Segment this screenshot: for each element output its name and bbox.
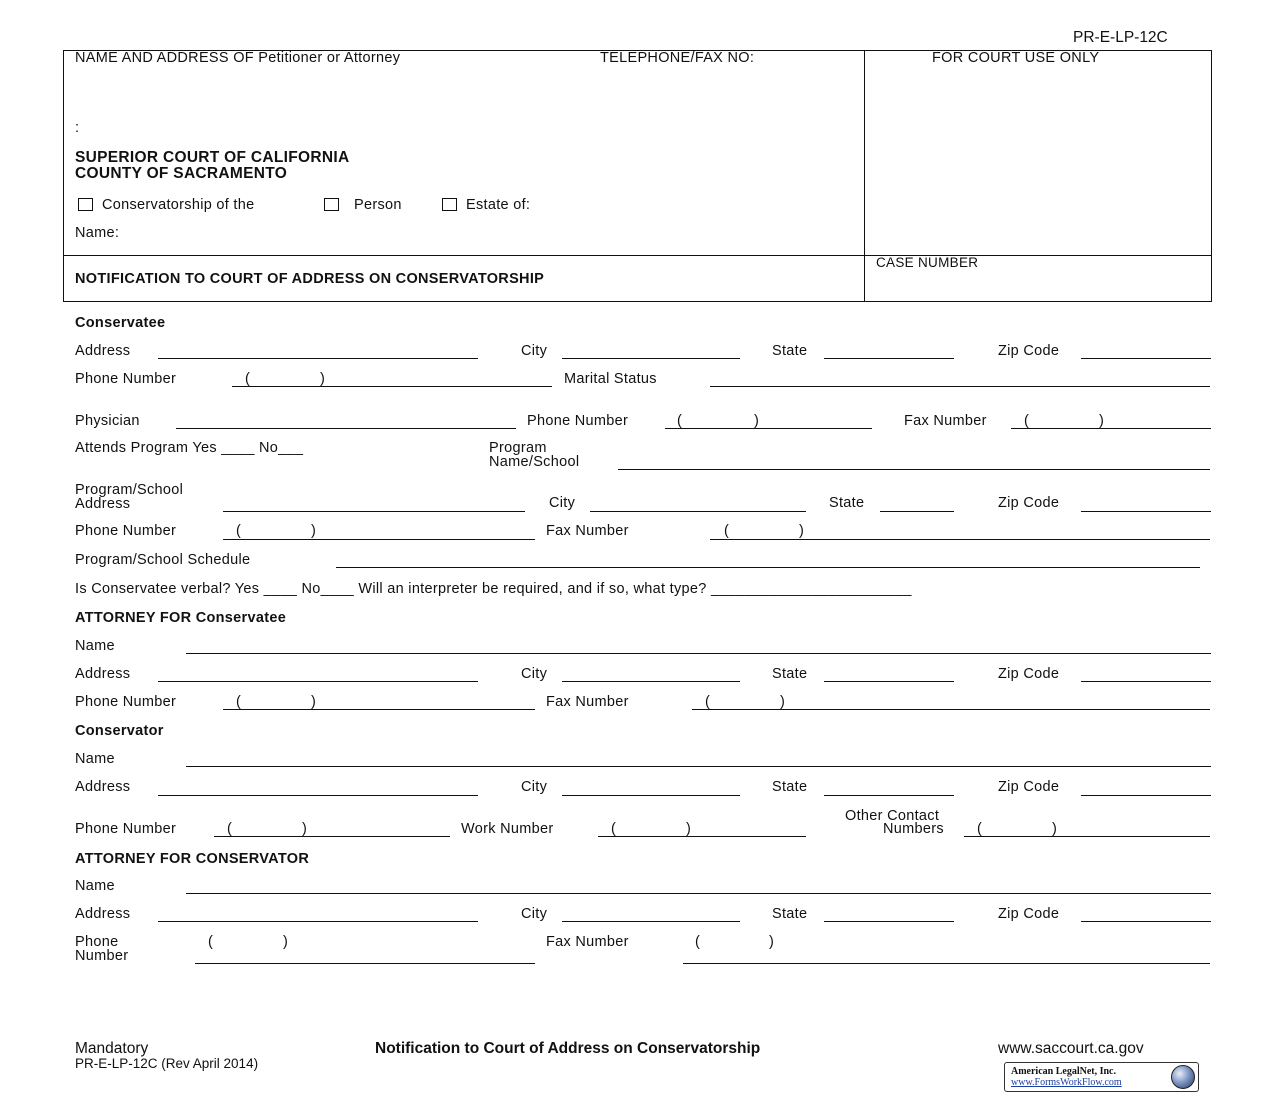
conservator-phone-label: Phone Number bbox=[75, 821, 177, 837]
conservatee-zip-label: Zip Code bbox=[998, 343, 1060, 359]
paren-close: ) bbox=[320, 371, 325, 387]
attorney-conservator-fax-field[interactable] bbox=[683, 963, 1210, 964]
attorney-conservatee-state-label: State bbox=[772, 666, 808, 682]
attorney-conservatee-name-label: Name bbox=[75, 638, 115, 654]
program-address-label-line1: Program/School bbox=[75, 482, 184, 498]
footer-website[interactable]: www.saccourt.ca.gov bbox=[998, 1040, 1144, 1057]
logo-company-name: American LegalNet, Inc. bbox=[1011, 1066, 1116, 1077]
telephone-fax-label: TELEPHONE/FAX NO: bbox=[600, 50, 755, 66]
program-name-field[interactable] bbox=[618, 469, 1210, 470]
conservator-city-label: City bbox=[521, 779, 548, 795]
attorney-conservator-phone-label-line2: Number bbox=[75, 948, 129, 964]
attorney-conservatee-phone-field[interactable] bbox=[223, 709, 535, 710]
conservator-state-label: State bbox=[772, 779, 808, 795]
attorney-conservator-state-label: State bbox=[772, 906, 808, 922]
conservatee-address-field[interactable] bbox=[158, 358, 478, 359]
physician-phone-label: Phone Number bbox=[527, 413, 629, 429]
attorney-conservator-heading: ATTORNEY FOR CONSERVATOR bbox=[75, 851, 310, 867]
person-checkbox[interactable] bbox=[324, 198, 339, 211]
american-legalnet-logo[interactable] bbox=[1004, 1062, 1199, 1092]
program-schedule-label: Program/School Schedule bbox=[75, 552, 251, 568]
person-label: Person bbox=[354, 197, 402, 213]
conservator-work-label: Work Number bbox=[461, 821, 554, 837]
program-zip-field[interactable] bbox=[1081, 511, 1211, 512]
program-city-field[interactable] bbox=[590, 511, 806, 512]
physician-field[interactable] bbox=[176, 428, 516, 429]
conservator-phone-field[interactable] bbox=[214, 836, 450, 837]
paren-close: ) bbox=[769, 934, 774, 950]
program-name-label-line2: Name/School bbox=[489, 454, 580, 470]
estate-label: Estate of: bbox=[466, 197, 531, 213]
conservator-state-field[interactable] bbox=[824, 795, 954, 796]
paren-close: ) bbox=[283, 934, 288, 950]
form-code: PR-E-LP-12C bbox=[1073, 29, 1168, 46]
attorney-conservatee-city-field[interactable] bbox=[562, 681, 740, 682]
case-number-label[interactable]: CASE NUMBER bbox=[876, 255, 979, 270]
paren-close: ) bbox=[780, 694, 785, 710]
form-title: NOTIFICATION TO COURT OF ADDRESS ON CONSERVATORSHIP bbox=[75, 271, 545, 287]
attorney-conservatee-name-field[interactable] bbox=[186, 653, 1211, 654]
physician-phone-field[interactable] bbox=[665, 428, 872, 429]
attorney-conservator-phone-label-line1: Phone bbox=[75, 934, 119, 950]
conservatorship-label: Conservatorship of the bbox=[102, 197, 255, 213]
conservatee-phone-label: Phone Number bbox=[75, 371, 177, 387]
attorney-conservatee-phone-label: Phone Number bbox=[75, 694, 177, 710]
conservator-address-label: Address bbox=[75, 779, 131, 795]
paren-open: ( bbox=[705, 694, 710, 710]
conservator-zip-label: Zip Code bbox=[998, 779, 1060, 795]
footer-revision: PR-E-LP-12C (Rev April 2014) bbox=[75, 1056, 259, 1071]
header-colon: : bbox=[75, 120, 80, 136]
paren-close: ) bbox=[799, 523, 804, 539]
paren-open: ( bbox=[1024, 413, 1029, 429]
header-divider-horizontal bbox=[63, 255, 1212, 256]
program-address-label-line2: Address bbox=[75, 496, 131, 512]
conservatee-city-label: City bbox=[521, 343, 548, 359]
program-phone-field[interactable] bbox=[223, 539, 535, 540]
paren-open: ( bbox=[611, 821, 616, 837]
attorney-conservatee-zip-field[interactable] bbox=[1081, 681, 1211, 682]
program-state-label: State bbox=[829, 495, 865, 511]
attorney-conservator-city-label: City bbox=[521, 906, 548, 922]
attorney-conservatee-heading: ATTORNEY FOR Conservatee bbox=[75, 610, 287, 626]
program-city-label: City bbox=[549, 495, 576, 511]
attorney-conservator-state-field[interactable] bbox=[824, 921, 954, 922]
program-phone-label: Phone Number bbox=[75, 523, 177, 539]
name-address-label: NAME AND ADDRESS OF Petitioner or Attorney bbox=[75, 50, 401, 66]
paren-close: ) bbox=[311, 694, 316, 710]
physician-fax-field[interactable] bbox=[1011, 428, 1211, 429]
paren-close: ) bbox=[1052, 821, 1057, 837]
conservatee-address-label: Address bbox=[75, 343, 131, 359]
estate-checkbox[interactable] bbox=[442, 198, 457, 211]
attorney-conservator-zip-field[interactable] bbox=[1081, 921, 1211, 922]
court-name-line1: SUPERIOR COURT OF CALIFORNIA bbox=[75, 149, 350, 166]
conservator-heading: Conservator bbox=[75, 723, 164, 739]
conservatee-city-field[interactable] bbox=[562, 358, 740, 359]
paren-close: ) bbox=[754, 413, 759, 429]
program-schedule-field[interactable] bbox=[336, 567, 1200, 568]
paren-close: ) bbox=[302, 821, 307, 837]
paren-open: ( bbox=[236, 694, 241, 710]
conservator-work-field[interactable] bbox=[598, 836, 806, 837]
attorney-conservator-name-label: Name bbox=[75, 878, 115, 894]
attorney-conservator-fax-label: Fax Number bbox=[546, 934, 629, 950]
footer-form-title: Notification to Court of Address on Conservatorship bbox=[375, 1040, 761, 1057]
paren-close: ) bbox=[686, 821, 691, 837]
attorney-conservator-address-label: Address bbox=[75, 906, 131, 922]
paren-close: ) bbox=[311, 523, 316, 539]
paren-open: ( bbox=[208, 934, 213, 950]
conservator-name-label: Name bbox=[75, 751, 115, 767]
physician-label: Physician bbox=[75, 413, 140, 429]
program-address-field[interactable] bbox=[223, 511, 525, 512]
conservator-zip-field[interactable] bbox=[1081, 795, 1211, 796]
header-divider-vertical bbox=[864, 50, 865, 302]
marital-status-field[interactable] bbox=[710, 386, 1210, 387]
paren-close: ) bbox=[1099, 413, 1104, 429]
marital-status-label: Marital Status bbox=[564, 371, 657, 387]
conservator-other-label-line1: Other Contact bbox=[845, 808, 940, 824]
attorney-conservatee-zip-label: Zip Code bbox=[998, 666, 1060, 682]
conservatee-state-label: State bbox=[772, 343, 808, 359]
program-zip-label: Zip Code bbox=[998, 495, 1060, 511]
globe-icon bbox=[1171, 1065, 1195, 1089]
physician-fax-label: Fax Number bbox=[904, 413, 987, 429]
attorney-conservatee-state-field[interactable] bbox=[824, 681, 954, 682]
attorney-conservator-zip-label: Zip Code bbox=[998, 906, 1060, 922]
name-label: Name: bbox=[75, 225, 120, 241]
attorney-conservator-name-field[interactable] bbox=[186, 893, 1211, 894]
conservator-city-field[interactable] bbox=[562, 795, 740, 796]
verbal-question[interactable]: Is Conservatee verbal? Yes ____ No____ Will an interpreter be required, and if so, what type? ________________________ bbox=[75, 581, 912, 597]
conservatee-zip-field[interactable] bbox=[1081, 358, 1211, 359]
attorney-conservator-address-field[interactable] bbox=[158, 921, 478, 922]
paren-open: ( bbox=[245, 371, 250, 387]
conservator-name-field[interactable] bbox=[186, 766, 1211, 767]
paren-open: ( bbox=[236, 523, 241, 539]
conservatee-heading: Conservatee bbox=[75, 315, 166, 331]
paren-open: ( bbox=[695, 934, 700, 950]
attorney-conservatee-address-label: Address bbox=[75, 666, 131, 682]
conservator-other-label-line2: Numbers bbox=[883, 821, 944, 837]
attorney-conservator-phone-field[interactable] bbox=[195, 963, 535, 964]
attorney-conservatee-address-field[interactable] bbox=[158, 681, 478, 682]
paren-open: ( bbox=[977, 821, 982, 837]
attorney-conservatee-fax-label: Fax Number bbox=[546, 694, 629, 710]
paren-open: ( bbox=[227, 821, 232, 837]
court-use-label: FOR COURT USE ONLY bbox=[932, 50, 1100, 66]
conservatee-state-field[interactable] bbox=[824, 358, 954, 359]
conservatee-phone-field[interactable] bbox=[232, 386, 552, 387]
logo-website-link[interactable]: www.FormsWorkFlow.com bbox=[1011, 1077, 1122, 1088]
program-name-label-line1: Program bbox=[489, 440, 547, 456]
attorney-conservatee-city-label: City bbox=[521, 666, 548, 682]
footer-mandatory: Mandatory bbox=[75, 1040, 149, 1057]
attorney-conservator-city-field[interactable] bbox=[562, 921, 740, 922]
program-state-field[interactable] bbox=[880, 511, 954, 512]
conservatorship-checkbox[interactable] bbox=[78, 198, 93, 211]
attorney-conservatee-fax-field[interactable] bbox=[692, 709, 1210, 710]
conservator-other-field[interactable] bbox=[964, 836, 1210, 837]
paren-open: ( bbox=[677, 413, 682, 429]
conservator-address-field[interactable] bbox=[158, 795, 478, 796]
program-fax-label: Fax Number bbox=[546, 523, 629, 539]
paren-open: ( bbox=[724, 523, 729, 539]
program-fax-field[interactable] bbox=[710, 539, 1210, 540]
court-name-line2: COUNTY OF SACRAMENTO bbox=[75, 165, 288, 182]
attends-program-label[interactable]: Attends Program Yes ____ No___ bbox=[75, 440, 304, 456]
